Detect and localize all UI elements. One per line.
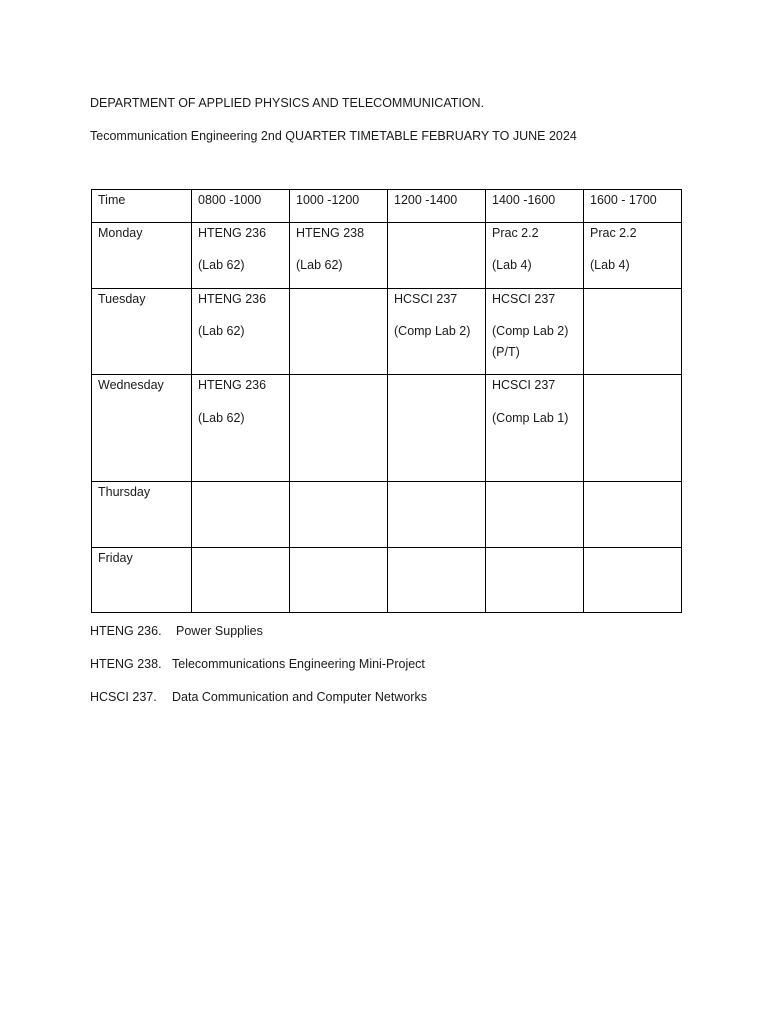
timetable-title: Tecommunication Engineering 2nd QUARTER TIMETABLE FEBRUARY TO JUNE 2024 [90, 129, 577, 143]
legend-item [90, 656, 425, 672]
slot-cell: HCSCI 237 (Comp Lab 2) [388, 289, 486, 375]
slot-cell: Prac 2.2 (Lab 4) [584, 223, 682, 289]
slot-cell [388, 223, 486, 289]
slot-cell: Prac 2.2 (Lab 4) [486, 223, 584, 289]
slot-cell [290, 289, 388, 375]
slot-cell: HTENG 236 (Lab 62) [192, 375, 290, 482]
legend-item [90, 689, 427, 705]
slot-cell [192, 548, 290, 613]
header-cell-slot-4: 1400 -1600 [486, 190, 584, 223]
table-row-wednesday [92, 375, 682, 482]
day-cell: Friday [92, 548, 192, 613]
slot-cell [388, 548, 486, 613]
slot-cell [192, 482, 290, 548]
legend-name: Telecommunications Engineering Mini-Project [172, 657, 425, 671]
legend-name: Power Supplies [176, 624, 263, 638]
day-cell: Tuesday [92, 289, 192, 375]
slot-cell [584, 548, 682, 613]
slot-cell [388, 375, 486, 482]
header-cell-slot-3: 1200 -1400 [388, 190, 486, 223]
header-cell-slot-2: 1000 -1200 [290, 190, 388, 223]
table-row-thursday [92, 482, 682, 548]
day-cell: Thursday [92, 482, 192, 548]
header-cell-slot-5: 1600 - 1700 [584, 190, 682, 223]
legend-code: HTENG 238. [90, 657, 162, 671]
header-row [92, 190, 682, 223]
legend-code: HTENG 236. [90, 624, 162, 638]
slot-cell [388, 482, 486, 548]
slot-cell [290, 548, 388, 613]
department-heading: DEPARTMENT OF APPLIED PHYSICS AND TELECOMMUNICATION. [90, 96, 485, 110]
table-row-friday [92, 548, 682, 613]
slot-cell: HCSCI 237 (Comp Lab 1) [486, 375, 584, 482]
slot-cell [584, 482, 682, 548]
table-row-monday [92, 223, 682, 289]
slot-cell: HTENG 236 (Lab 62) [192, 289, 290, 375]
day-cell: Monday [92, 223, 192, 289]
slot-cell: HCSCI 237 (Comp Lab 2) (P/T) [486, 289, 584, 375]
slot-cell [584, 289, 682, 375]
header-cell-time: Time [92, 190, 192, 223]
slot-cell: HTENG 236 (Lab 62) [192, 223, 290, 289]
legend-code: HCSCI 237. [90, 690, 157, 704]
slot-cell [290, 482, 388, 548]
legend-name: Data Communication and Computer Networks [172, 690, 427, 704]
slot-cell [584, 375, 682, 482]
table-row-tuesday [92, 289, 682, 375]
slot-cell [290, 375, 388, 482]
header-cell-slot-1: 0800 -1000 [192, 190, 290, 223]
legend-item [90, 623, 263, 639]
timetable-table [91, 189, 682, 613]
slot-cell [486, 482, 584, 548]
day-cell: Wednesday [92, 375, 192, 482]
slot-cell [486, 548, 584, 613]
slot-cell: HTENG 238 (Lab 62) [290, 223, 388, 289]
